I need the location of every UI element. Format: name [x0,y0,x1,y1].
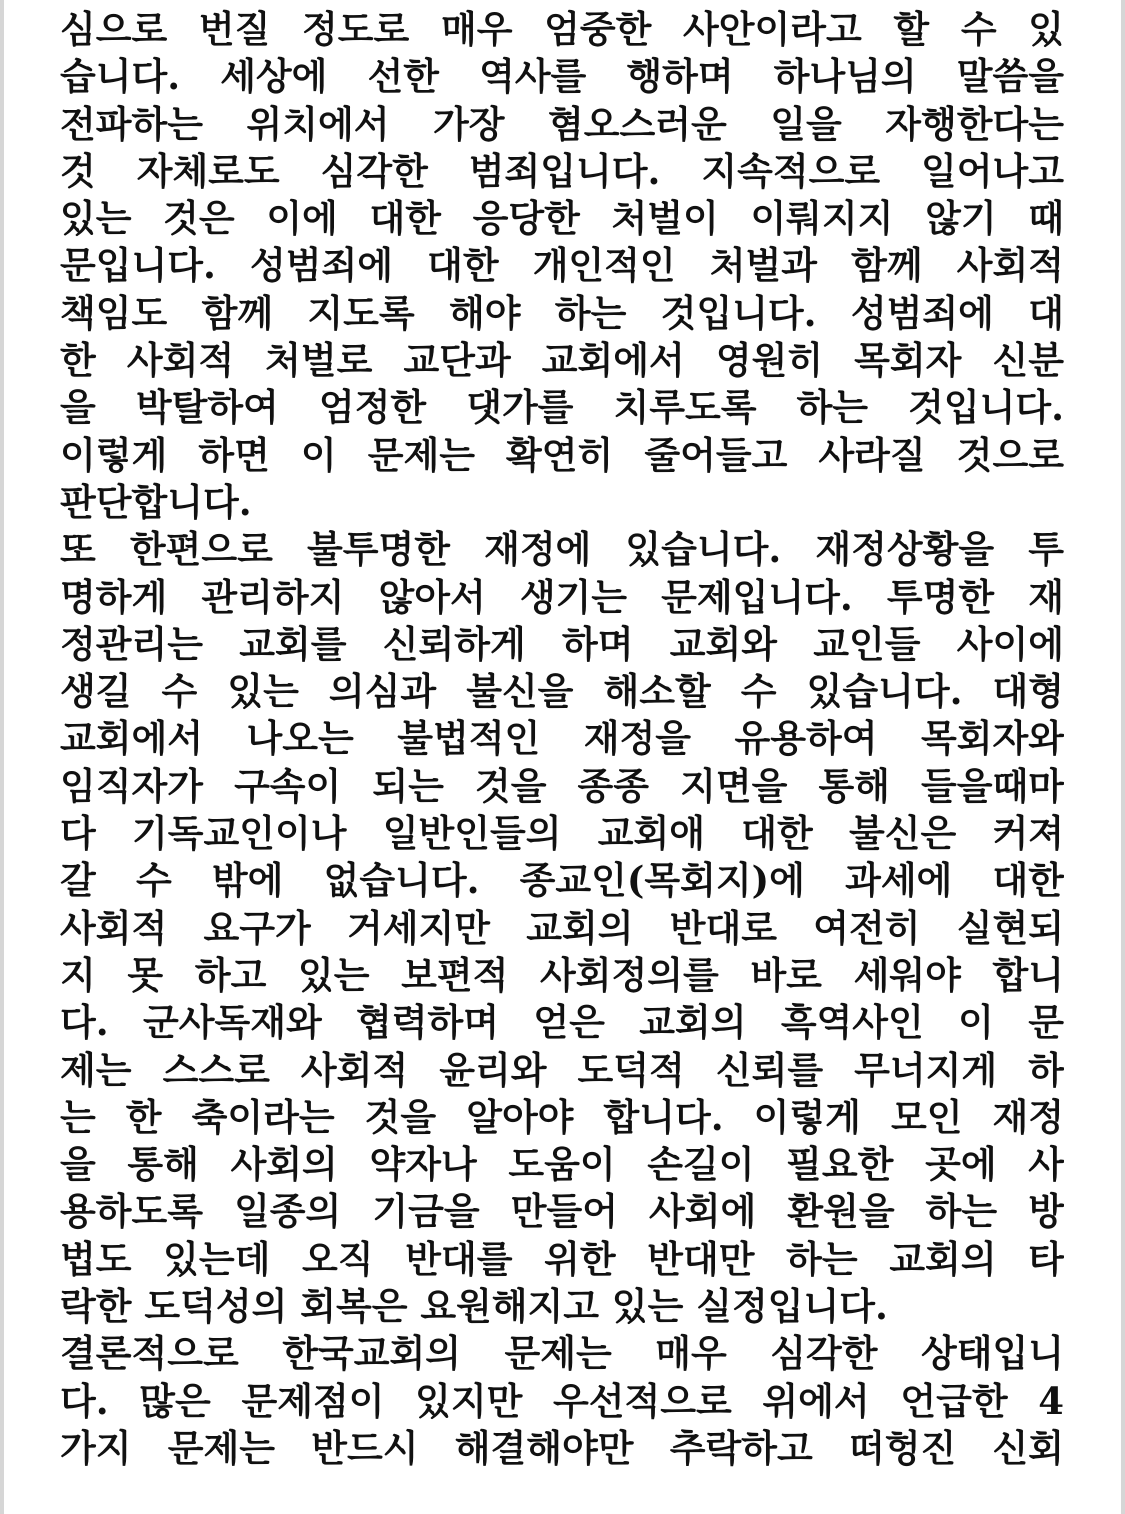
paragraph-end-line: 판단합니다. [60,479,252,524]
text-line: 법도 있는데 오직 반대를 위한 반대만 하는 교회의 타 [60,1236,1064,1281]
text-line: 습니다. 세상에 선한 역사를 행하며 하나님의 말씀을 [60,54,1064,99]
text-line: 임직자가 구속이 되는 것을 종종 지면을 통해 들을때마 [60,763,1064,808]
text-line: 또 한편으로 불투명한 재정에 있습니다. 재정상황을 투 [60,527,1064,572]
text-line: 사회적 요구가 거세지만 교회의 반대로 여전히 실현되 [60,905,1064,950]
text-line: 이렇게 하면 이 문제는 확연히 줄어들고 사라질 것으로 [60,432,1064,477]
text-line: 명하게 관리하지 않아서 생기는 문제입니다. 투명한 재 [60,574,1064,619]
text-line: 정관리는 교회를 신뢰하게 하며 교회와 교인들 사이에 [60,621,1064,666]
text-line: 다 기독교인이나 일반인들의 교회애 대한 불신은 커져 [60,811,1064,856]
text-line: 전파하는 위치에서 가장 혐오스러운 일을 자행한다는 [60,101,1064,146]
page-border-left [0,0,4,1514]
text-line: 지 못 하고 있는 보편적 사회정의를 바로 세워야 합니 [60,952,1064,997]
text-line: 있는 것은 이에 대한 응당한 처벌이 이뤄지지 않기 때 [60,196,1064,241]
text-line: 갈 수 밖에 없습니다. 종교인(목회지)에 과세에 대한 [60,858,1064,903]
text-line: 을 통해 사회의 약자나 도움이 손길이 필요한 곳에 사 [60,1142,1064,1187]
page-border-right [1121,0,1125,1514]
text-line: 책임도 함께 지도록 해야 하는 것입니다. 성범죄에 대 [60,290,1064,335]
text-line: 가지 문제는 반드시 해결해야만 추락하고 떠헝진 신회 [60,1425,1064,1470]
text-line: 결론적으로 한국교회의 문제는 매우 심각한 상태입니 [60,1331,1064,1376]
text-line: 것 자체로도 심각한 범죄입니다. 지속적으로 일어나고 [60,148,1064,193]
paragraph-end-line: 락한 도덕성의 회복은 요원해지고 있는 실정입니다. [60,1284,888,1329]
text-line: 다. 군사독재와 협력하며 얻은 교회의 흑역사인 이 문 [60,1000,1064,1045]
text-line: 용하도록 일종의 기금을 만들어 사회에 환원을 하는 방 [60,1189,1064,1234]
body-text [60,6,1064,1472]
text-line: 교회에서 나오는 불법적인 재정을 유용하여 목회자와 [60,716,1064,761]
text-line: 한 사회적 처벌로 교단과 교회에서 영원히 목회자 신분 [60,338,1064,383]
text-line: 다. 많은 문제점이 있지만 우선적으로 위에서 언급한 4 [60,1378,1064,1423]
text-line: 생길 수 있는 의심과 불신을 해소할 수 있습니다. 대형 [60,669,1064,714]
text-line: 문입니다. 성범죄에 대한 개인적인 처벌과 함께 사회적 [60,243,1064,288]
text-line: 제는 스스로 사회적 윤리와 도덕적 신뢰를 무너지게 하 [60,1047,1064,1092]
text-line: 을 박탈하여 엄정한 댓가를 치루도록 하는 것입니다. [60,385,1064,430]
text-line: 심으로 번질 정도로 매우 엄중한 사안이라고 할 수 있 [60,7,1064,51]
text-line: 는 한 축이라는 것을 알아야 합니다. 이렇게 모인 재정 [60,1094,1064,1139]
